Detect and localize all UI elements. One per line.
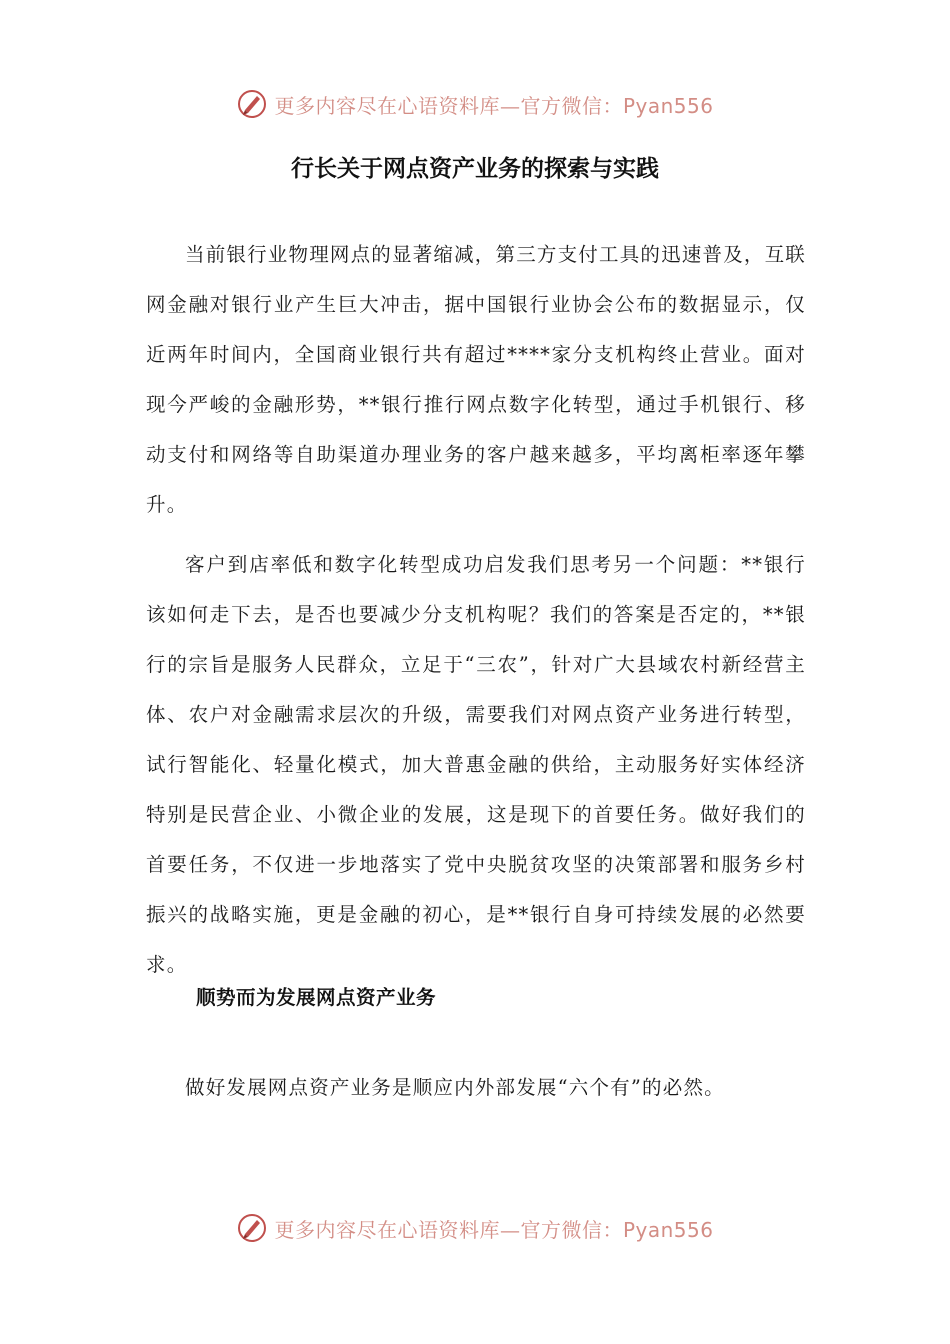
banner-wechat-text: 官方微信：Pyan556 xyxy=(520,93,714,118)
paragraph-2: 客户到店率低和数字化转型成功启发我们思考另一个问题：**银行该如何走下去，是否也要减少分支机构呢？我们的答案是否定的，**银行的宗旨是服务人民群众，立足于“三农”，针对广大县域农村新经营主体、农户对金融需求层次的升级，需要我们对网点资产业务进行转型，试行智能化、轻量化模式，加大普惠金融的供给，主动服务好实体经济特别是民营企业、小微企业的发展，这是现下的首要任务。做好我们的首要任务，不仅进一步地落实了党中央脱贫攻坚的决策部署和服务乡村振兴的战略实施，更是金融的初心，是**银行自身可持续发展的必然要求。 xyxy=(146,552,806,976)
banner-library-text: 更多内容尽在心语资料库— xyxy=(274,93,521,118)
footer-banner xyxy=(0,1208,950,1248)
pen-logo-icon xyxy=(236,1212,268,1244)
paragraph-1: 当前银行业物理网点的显著缩减，第三方支付工具的迅速普及，互联网金融对银行业产生巨大冲击，据中国银行业协会公布的数据显示，仅近两年时间内，全国商业银行共有超过****家分支机构终止营业。面对现今严峻的金融形势，**银行推行网点数字化转型，通过手机银行、移动支付和网络等自助渠道办理业务的客户越来越多，平均离柜率逐年攀升。 xyxy=(146,242,807,516)
section-subheading: 顺势而为发展网点资产业务 xyxy=(196,986,437,1009)
document-title: 行长关于网点资产业务的探索与实践 xyxy=(291,156,659,182)
banner-library-text: 更多内容尽在心语资料库— xyxy=(274,1217,521,1242)
closing-paragraph: 做好发展网点资产业务是顺应内外部发展“六个有”的必然。 xyxy=(185,1075,725,1099)
banner-wechat-text: 官方微信：Pyan556 xyxy=(520,1217,714,1242)
banner-text xyxy=(274,1214,713,1243)
banner-text xyxy=(274,90,713,119)
pen-logo-icon xyxy=(236,88,268,120)
header-banner xyxy=(0,84,950,124)
